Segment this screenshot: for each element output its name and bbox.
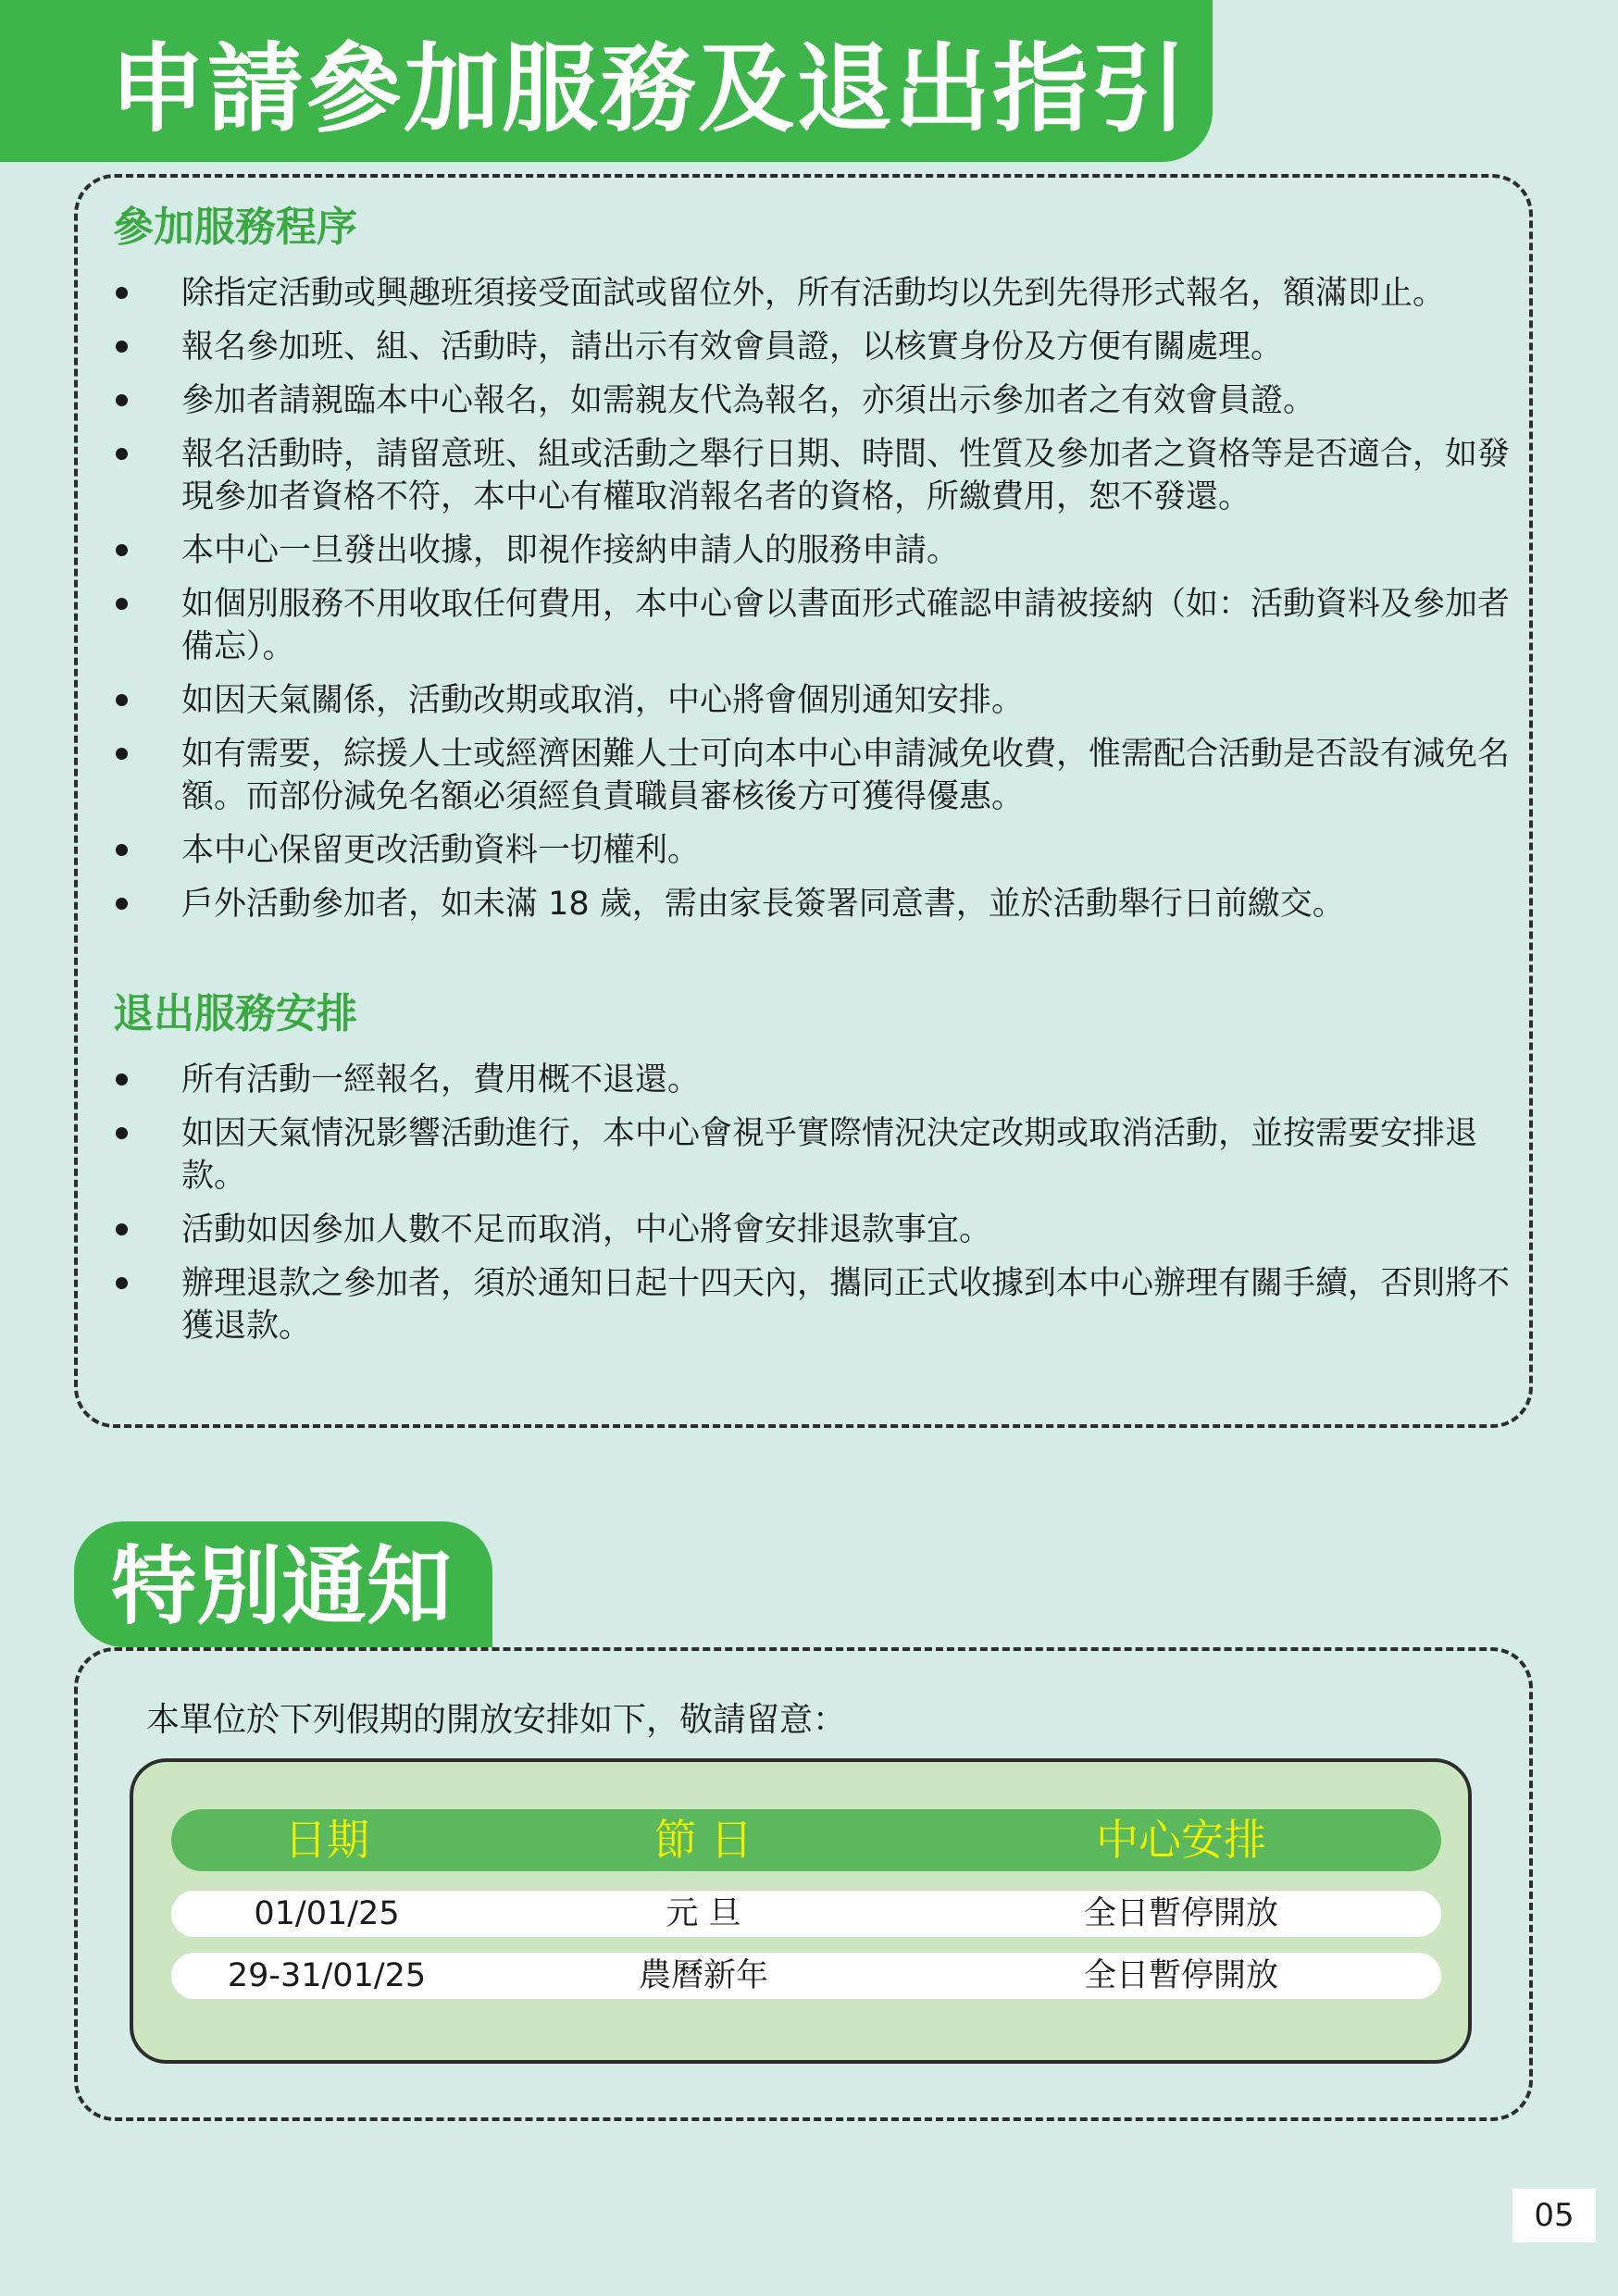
page-title: 申請參加服務及退出指引 [109, 32, 1189, 145]
list-item: 戶外活動參加者，如未滿 18 歲，需由家長簽署同意書，並於活動舉行日前繳交。 [0, 883, 1618, 925]
list-item: 參加者請親臨本中心報名，如需親友代為報名，亦須出示參加者之有效會員證。 [0, 379, 1618, 422]
bullet-icon [116, 287, 128, 299]
bullet-icon [116, 341, 128, 353]
bullet-icon [116, 1074, 128, 1086]
bullet-icon [116, 694, 128, 706]
notice-title: 特別通知 [111, 1537, 453, 1636]
bullet-icon [116, 448, 128, 460]
bullet-icon [116, 598, 128, 610]
join-section-heading: 參加服務程序 [113, 204, 357, 251]
list-item: 所有活動一經報名，費用概不退還。 [0, 1059, 1618, 1101]
list-item: 本中心保留更改活動資料一切權利。 [0, 829, 1618, 872]
list-item: 報名活動時，請留意班、組或活動之舉行日期、時間、性質及參加者之資格等是否適合，如發現參加者資格不符，本中心有權取消報名者的資格，所繳費用，恕不發還。 [0, 433, 1618, 518]
table-cell-arrangement: 全日暫停開放 [1083, 1895, 1278, 1932]
bullet-icon [116, 1127, 128, 1139]
withdraw-section-heading: 退出服務安排 [113, 990, 357, 1037]
bullet-icon [116, 844, 128, 856]
bullet-icon [116, 544, 128, 556]
table-cell-holiday: 元 旦 [666, 1895, 741, 1932]
table-cell-arrangement: 全日暫停開放 [1083, 1957, 1278, 1994]
table-header-arrangement: 中心安排 [1096, 1815, 1266, 1865]
list-item: 辦理退款之參加者，須於通知日起十四天內，攜同正式收據到本中心辦理有關手續，否則將不獲退款。 [0, 1262, 1618, 1347]
bullet-icon [116, 748, 128, 760]
bullet-icon [116, 1277, 128, 1289]
bullet-icon [116, 1223, 128, 1235]
bullet-icon [116, 394, 128, 406]
table-header-date: 日期 [284, 1815, 369, 1865]
list-item: 如因天氣關係，活動改期或取消，中心將會個別通知安排。 [0, 679, 1618, 722]
join-procedure-list [0, 272, 1618, 937]
table-cell-holiday: 農曆新年 [638, 1957, 768, 1994]
list-item: 除指定活動或興趣班須接受面試或留位外，所有活動均以先到先得形式報名，額滿即止。 [0, 272, 1618, 315]
list-item: 如有需要，綜援人士或經濟困難人士可向本中心申請減免收費，惟需配合活動是否設有減免名額。而部份減免名額必須經負責職員審核後方可獲得優惠。 [0, 733, 1618, 818]
page-number: 05 [1512, 2189, 1596, 2242]
list-item: 活動如因參加人數不足而取消，中心將會安排退款事宜。 [0, 1209, 1618, 1251]
list-item: 如因天氣情況影響活動進行，本中心會視乎實際情況決定改期或取消活動，並按需要安排退款。 [0, 1112, 1618, 1198]
table-cell-date: 29-31/01/25 [227, 1957, 427, 1994]
list-item: 如個別服務不用收取任何費用，本中心會以書面形式確認申請被接納（如：活動資料及參加者備忘）。 [0, 583, 1618, 668]
table-header-holiday: 節 日 [653, 1815, 753, 1865]
notice-intro: 本單位於下列假期的開放安排如下，敬請留意： [146, 1701, 847, 1739]
list-item: 報名參加班、組、活動時，請出示有效會員證，以核實身份及方便有關處理。 [0, 326, 1618, 368]
list-item: 本中心一旦發出收據，即視作接納申請人的服務申請。 [0, 529, 1618, 572]
withdraw-arrangement-list [0, 1059, 1618, 1359]
table-cell-date: 01/01/25 [254, 1895, 400, 1932]
bullet-icon [116, 898, 128, 910]
